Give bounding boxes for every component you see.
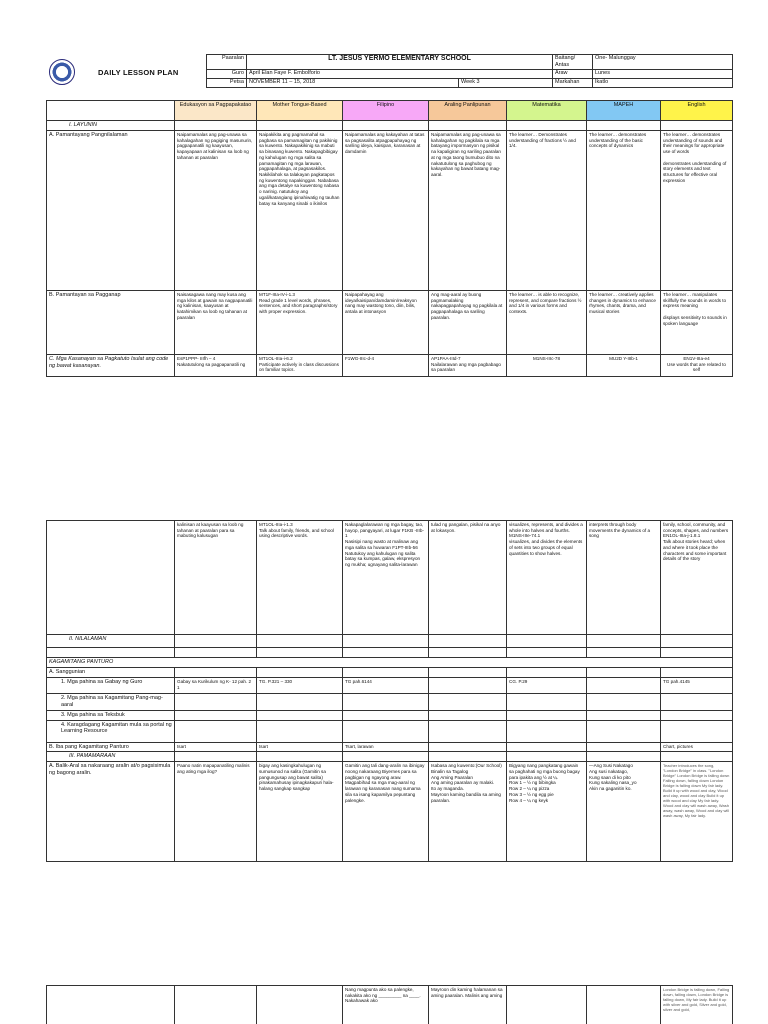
label-baitang: Baitang/ Antas — [553, 55, 593, 70]
cell-ap: Isabasa ang kuwento:(Our School) Binalin sa Tagalog Ang Aming Paaralan Ang aming paaralan ay malaki. Ito ay maganda. Mayroon kaming bandila sa aming paaralan. — [429, 762, 507, 862]
teacher-name: April Elan Faye F. Embolforio — [247, 69, 553, 78]
subject-header-row — [47, 101, 733, 121]
cell-esp: Naisasagawa nang may kusa ang mga kilos at gawain na nagpapanatili ng kalinisan, kaayusan at katahimikan sa loob ng tahanan at paaralan — [175, 290, 257, 354]
row-label: 1. Mga pahina sa Gabay ng Guro — [47, 677, 175, 693]
document-title: DAILY LESSON PLAN — [98, 68, 179, 77]
cell-english: The learner… manipulates skillfully the sounds in words to express meaning displays sensitivity to sounds in spoken language — [661, 290, 733, 354]
day-value: Lunes — [593, 69, 733, 78]
row-label: C. Mga Kasanayan sa Pagkatuto Isulat ang code ng bawat kasanayan. — [47, 354, 175, 376]
label-paaralan: Paaralan — [207, 55, 247, 70]
cell-ap: Ang mag-aaral ay buong pagmamalaking nakapagpapahayag ng pagkilala at pagpapahalaga sa sariling paaralan. — [429, 290, 507, 354]
row-pamantayang-pangnilalaman — [47, 130, 733, 290]
subject-ap: Araling Panlipunan — [429, 101, 507, 121]
cell-ap — [429, 677, 507, 693]
cell-math: CG. P.29 — [507, 677, 587, 693]
row-teksbuk — [47, 710, 733, 720]
cell-esp: Naipamamalas ang pag-unawa sa kahalagahan ng pagiging masunurin, pagpapanatili ng kaayusan, kapayapaan at kalinisan sa loob ng tahanan at paaralan — [175, 130, 257, 290]
row-continuation — [47, 986, 733, 1024]
label-petsa: Petsa — [207, 78, 247, 87]
cell-esp: kalinisan at kaayusan sa loob ng tahanan at paaralan para sa mabuting kalusugan — [175, 521, 257, 635]
row-iba-pang-kagamitan — [47, 742, 733, 752]
cell-mapeh: —Ang Susi Nakatago Ang susi nakatago, Kung saan di ko pito Kung sakaling nasa_yo Akin na gaganitin ko. — [587, 762, 661, 862]
cell-ap: Naipamamalas ang pag-unawa sa kahalagahan ng pagkilala sa mga batayang impormasyon ng pisikal na kapaligiran ng sariling paaralan at ng mga taong bumubuo dito na nakatutulong sa paghubog ng kakayahan ng bawat batang mag-aaral. — [429, 130, 507, 290]
cell-mtb: Naipakikita ang pagmamahal sa pagbasa sa pamamagitan ng pakikinig sa kuwento. Nakapakikinig sa mabuti sa binasang kuwento. Nakapagbibigay ng kahulugan ng mga salita sa pamamagitan ng mga larawan, pagpapahalaga, at pagsasakilos. Nakikilahok sa talakayan pagkatapos ng kuwentong napakinggan. Nababasa ang mga detalye sa kuwentong nabasa o narinig. natutukoy ang ugali/katangiang ipinahiwatig ng tauhan batay sa kanyang sinabi o ikinilos — [257, 130, 343, 290]
cell-filipino: Gamitin ang tali dang-aralin na ibinigay noong nakaraang Biyernes para sa pagbigan ng ngayong araw. Magpabihad sa mga mag-aaral ng larawan ng karanasan nang sumama sila sa isang kapamilya pepuntang palengke. — [343, 762, 429, 862]
cell-math — [507, 986, 587, 1024]
row-label: 3. Mga pahina sa Teksbuk — [47, 710, 175, 720]
cell-esp: Gabay sa Kurikulum ng K- 12 pah. 2 1 — [175, 677, 257, 693]
cell-english: The learner… demonstrates understanding of sounds and their meanings for appropriate use of words demonstrates understanding of story elements and text structures for effective oral expression — [661, 130, 733, 290]
row-gabay-guro — [47, 677, 733, 693]
cell-english: family, school, community, and concepts, shapes, and numbers EN1OL-IIIa-j-1.8.1 Talk about stories heard; when and where it took place the characters and some important details of the story — [661, 521, 733, 635]
cell-mtb: MT1OL-IIIa-i-1.3 Talk about family, friends, and school using descriptive words. — [257, 521, 343, 635]
section-nilalaman: II. NILALAMAN — [47, 635, 175, 648]
row-label: B. Iba pang Kagamitang Panturo — [47, 742, 175, 752]
row-learning-resource — [47, 720, 733, 742]
section-kagamitan: KAGAMITANG PANTURO — [47, 658, 733, 668]
header-info-table — [206, 54, 733, 88]
cell-math: visualizes, represents, and divides a whole into halves and fourths. M1NS-IIIe-74.1 visualizes, and divides the elements of sets into two groups of equal quantities to show halves. — [507, 521, 587, 635]
cell-esp: tsart — [175, 742, 257, 752]
row-label: 4. Karagdagang Kagamitan mula sa portal ng Learning Resource — [47, 720, 175, 742]
lesson-table-page1 — [46, 100, 733, 377]
cell-filipino: Naipamamalas ang kakayahan at tatas sa pagsasalita atpagpapahayag ng sariling ideya, kaisipan, karanasan at damdamin — [343, 130, 429, 290]
date-value: NOVEMBER 11 – 15, 2018 — [247, 78, 459, 87]
row-continuation — [47, 521, 733, 635]
cell-esp: EsP1PPP- IIIfh – 4 Nakatutulong sa pagpapanatili ng — [175, 354, 257, 376]
cell-mapeh — [587, 986, 661, 1024]
school-name: LT. JESUS YERMO ELEMENTARY SCHOOL — [247, 55, 553, 70]
row-label: B. Pamantayan sa Pagganap — [47, 290, 175, 354]
subject-math: Matematika — [507, 101, 587, 121]
cell-mapeh: MU2D Y-IIIb-1 — [587, 354, 661, 376]
row-mga-kasanayan — [47, 354, 733, 376]
label-markahan: Markahan — [553, 78, 593, 87]
cell-mapeh: The learner… demonstrates understanding of the basic concepts of dynamics — [587, 130, 661, 290]
subject-esp: Edukasyon sa Pagpapakatao — [175, 101, 257, 121]
row-pamantayan-pagganap — [47, 290, 733, 354]
cell-filipino: F1WG-IIIc-d-4 — [343, 354, 429, 376]
cell-filipino: Naipapahayag ang ideya/kaisipan/damdamin/reaksyon nang may wastong tono, diin, bilis, antala at intonasyon — [343, 290, 429, 354]
cell-math: The learner… Demonstrates understanding of fractions ½ and 1/4. — [507, 130, 587, 290]
cell-esp — [175, 986, 257, 1024]
cell-esp: Paano natin mapapanatiling malinis ang ating mga ilog? — [175, 762, 257, 862]
cell-math: The learner… is able to recognize, represent, and compare fractions ½ and 1/4 in various forms and contexts. — [507, 290, 587, 354]
cell-ap: AP1PAA-IIId-7 Nailalarawan ang mga pagbabago sa paaralan — [429, 354, 507, 376]
cell-filipino: Nakapaglalarawan ng mga bagay, tao, hayop, pangyayari, at lugar F1KB -IIIb-1 Nasisipi nang wasto at malinaw ang mga salita sa huwaran F1PT-IIIb-56 Natutukoy ang kahulugan ng salita batay sa kumpas, galaw, ekspresyon ng mukha; ugnayang salita-larawan — [343, 521, 429, 635]
cell-mtb: MT1F-IIIa-IV-i-1.3 Read grade 1 level words, phrases, sentences, and short paragraphs/story with proper expression. — [257, 290, 343, 354]
cell-mtb: MT1OL-IIIa-i-6.2 Participate actively in class discussions on familiar topics. — [257, 354, 343, 376]
cell-mtb — [257, 986, 343, 1024]
cell-filipino: Tsart, larawan — [343, 742, 429, 752]
subject-filipino: Filipino — [343, 101, 429, 121]
section-pamamaraan: III. PAMAMARAAN — [47, 752, 175, 762]
cell-math: Bigyang nang pangkatang gawain sa paghahati ng mga buong bagay para ipakita ang ½ at ¼. Row 1 – ½ ng bibingka Row 2 – ¼ ng pizza Row 3 – ½ ng egg pie Row 4 – ¼ ng keyk — [507, 762, 587, 862]
document-header — [46, 54, 732, 90]
cell-filipino: TG pah.6144 — [343, 677, 429, 693]
row-kagamitang-pang-mag-aaral — [47, 693, 733, 710]
cell-mapeh — [587, 677, 661, 693]
subject-english: English — [661, 101, 733, 121]
cell-ap: Mayroon din kaming halamanan sa aming paaralan. Malinis ang aming — [429, 986, 507, 1024]
cell-mapeh: The learner… creatively applies changes in dynamics to enhance rhymes, chants, drama, and musical stories — [587, 290, 661, 354]
cell-mtb: TG. P.321 – 330 — [257, 677, 343, 693]
row-label: A. Balik-Aral sa nakaraang aralin at/o pagsisimula ng bagong aralin. — [47, 762, 175, 862]
row-label: 2. Mga pahina sa Kagamitang Pang-mag-aaral — [47, 693, 175, 710]
row-sanggunian: A. Sanggunian — [47, 668, 175, 678]
subject-mtb: Mother Tongue-Based — [257, 101, 343, 121]
cell-english: EN1V-IIIa-e4 Use words that are related to self — [661, 354, 733, 376]
subject-mapeh: MAPEH — [587, 101, 661, 121]
cell-english: Teacher introduces the song, "London Bridge" in class. "London Bridge" London Bridge is falling down Falling down, falling down London Bridge is falling down My fair lady. Build it up with wood and clay, Wood and clay, wood and clay Build it up with wood and clay My fair lady. Wood and clay will wash away, Wash away, wash away, Wood and clay will wash away, My fair lady. — [661, 762, 733, 862]
cell-math: M1NS-IIIc-78 — [507, 354, 587, 376]
cell-mtb: tsart — [257, 742, 343, 752]
lesson-table-page2 — [46, 520, 733, 862]
cell-mapeh: interprets through body movements the dynamics of a song — [587, 521, 661, 635]
quarter-value: Ikatlo — [593, 78, 733, 87]
week-value: Week 3 — [459, 78, 553, 87]
cell-english: TG pah.4145 — [661, 677, 733, 693]
grade-value: One- Malunggay — [593, 55, 733, 70]
lesson-table-page3 — [46, 985, 733, 1024]
cell-english: London Bridge is falling down, Falling down, falling down, London Bridge is falling down, My fair lady. Build it up with silver and gold, Silver and gold, silver and gold, — [661, 986, 733, 1024]
cell-mtb: bigay ang kasingkahulugan ng sumusunod na salita (Gamitin sa pangungusap ang bawat salita) pinakamahusay ipinagkakapuri hala-halang sangkap sangkap — [257, 762, 343, 862]
section-layunin: I. LAYUNIN — [47, 121, 175, 131]
label-guro: Guro — [207, 69, 247, 78]
cell-english: Chart, pictures — [661, 742, 733, 752]
cell-filipino: Nang magpunta ako sa palengke, nakakita ako ng _________ na ____. Nakahawak ako — [343, 986, 429, 1024]
cell-ap: tulad ng pangalan, pisikal na anyo at lokasyon. — [429, 521, 507, 635]
label-araw: Araw — [553, 69, 593, 78]
deped-seal-icon — [49, 59, 75, 85]
row-balik-aral — [47, 762, 733, 862]
row-label: A. Pamantayang Pangnilalaman — [47, 130, 175, 290]
